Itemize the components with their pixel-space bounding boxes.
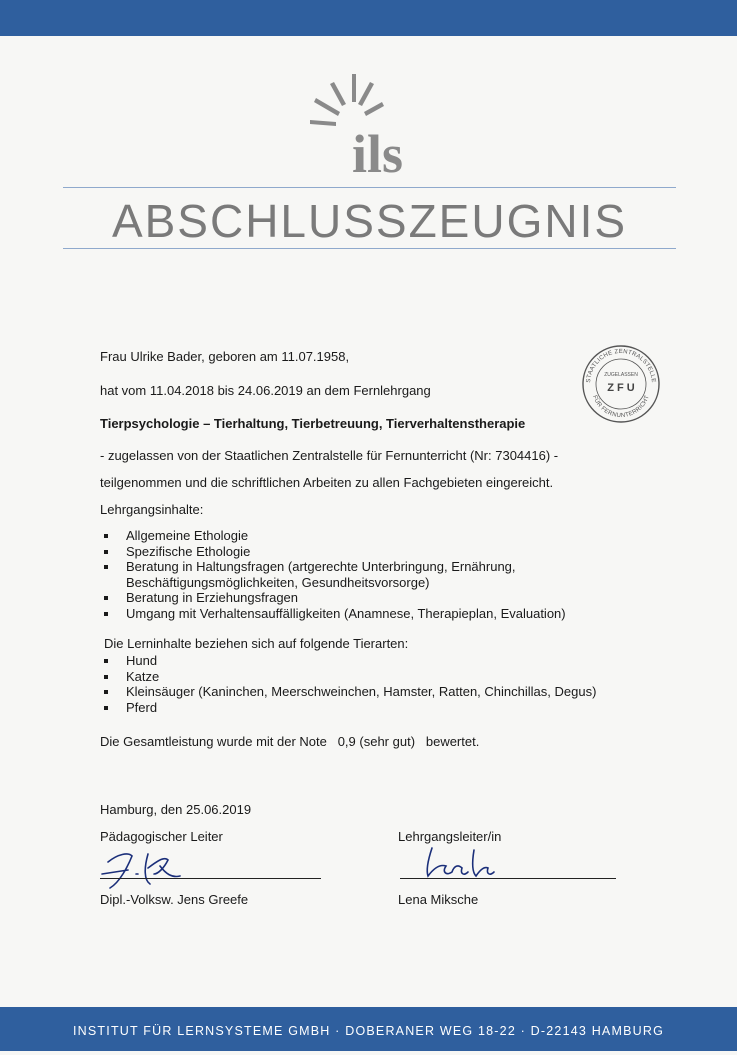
- list-item: Kleinsäuger (Kaninchen, Meerschweinchen, Hamster, Ratten, Chinchillas, Degus): [100, 684, 596, 700]
- ils-logo: [300, 68, 440, 178]
- title-rule-top: [63, 187, 676, 188]
- footer-bar: INSTITUT FÜR LERNSYSTEME GMBH · DOBERANER WEG 18-22 · D-22143 HAMBURG: [0, 1007, 737, 1051]
- left-signature-line: [100, 878, 321, 879]
- right-signature-line: [400, 878, 616, 879]
- period-line: hat vom 11.04.2018 bis 24.06.2019 an dem Fernlehrgang: [100, 383, 431, 398]
- recipient-line: Frau Ulrike Bader, geboren am 11.07.1958,: [100, 349, 350, 364]
- sun-rays-icon: [310, 74, 384, 126]
- accreditation-line: - zugelassen von der Staatlichen Zentralstelle für Fernunterricht (Nr: 7304416) -: [100, 448, 559, 463]
- contents-heading: Lehrgangsinhalte:: [100, 502, 204, 517]
- left-signature: [98, 844, 188, 894]
- list-item: Allgemeine Ethologie: [100, 528, 566, 544]
- list-item: Beratung in Erziehungsfragen: [100, 590, 566, 606]
- title-rule-bottom: [63, 248, 676, 249]
- contents-list: [100, 528, 566, 621]
- place-date: Hamburg, den 25.06.2019: [100, 802, 252, 817]
- list-item-continuation: Beschäftigungsmöglichkeiten, Gesundheitsvorsorge): [126, 574, 430, 590]
- animals-heading: Die Lerninhalte beziehen sich auf folgende Tierarten:: [104, 636, 409, 651]
- list-item: Umgang mit Verhaltensauffälligkeiten (Anamnese, Therapieplan, Evaluation): [100, 606, 566, 622]
- page-title: ABSCHLUSSZEUGNIS: [111, 195, 628, 247]
- svg-text:Z F U: Z F U: [607, 382, 635, 394]
- svg-text:FÜR FERNUNTERRICHT: FÜR FERNUNTERRICHT: [591, 394, 651, 420]
- list-item: Pferd: [100, 700, 596, 716]
- zfu-seal: [580, 343, 662, 425]
- svg-text:ils: ils: [352, 124, 404, 178]
- list-item: Hund: [100, 653, 596, 669]
- course-title: Tierpsychologie – Tierhaltung, Tierbetreuung, Tierverhaltenstherapie: [100, 416, 526, 431]
- top-color-bar: [0, 0, 737, 36]
- grade-line: Die Gesamtleistung wurde mit der Note 0,9 (sehr gut) bewertet.: [100, 734, 480, 749]
- left-signer-name: Dipl.-Volksw. Jens Greefe: [100, 892, 249, 907]
- list-item: Beratung in Haltungsfragen (artgerechte Unterbringung, Ernährung,: [100, 559, 566, 575]
- right-signer-name: Lena Miksche: [398, 892, 479, 907]
- list-item: Spezifische Ethologie: [100, 544, 566, 560]
- left-signer-role: Pädagogischer Leiter: [100, 829, 223, 844]
- svg-text:ZUGELASSEN: ZUGELASSEN: [604, 372, 638, 378]
- svg-text:STAATLICHE ZENTRALSTELLE: STAATLICHE ZENTRALSTELLE: [585, 348, 657, 384]
- animals-list: [100, 653, 596, 715]
- right-signature: [418, 842, 498, 882]
- right-signer-role: Lehrgangsleiter/in: [398, 829, 502, 844]
- list-item: Katze: [100, 669, 596, 685]
- completion-line: teilgenommen und die schriftlichen Arbeiten zu allen Fachgebieten eingereicht.: [100, 475, 554, 490]
